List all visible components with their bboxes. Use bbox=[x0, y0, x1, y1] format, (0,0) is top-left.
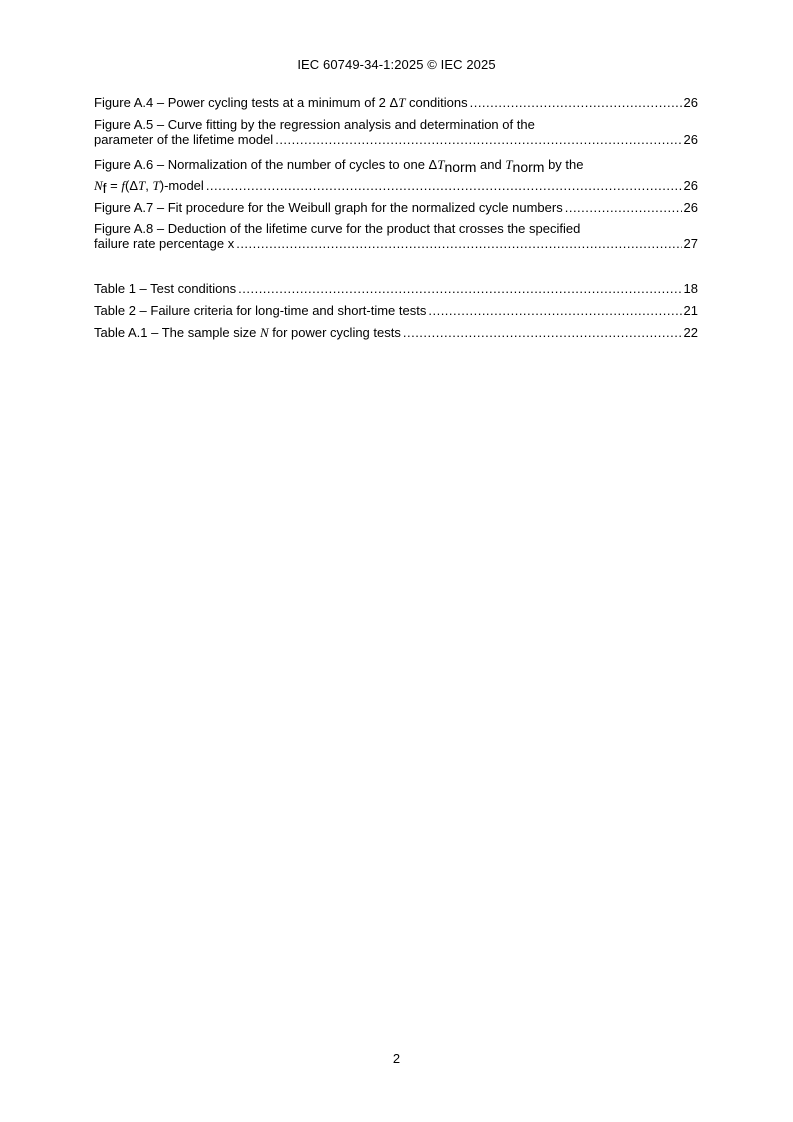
toc-page-number: 21 bbox=[683, 303, 698, 318]
dot-leader bbox=[565, 200, 682, 215]
toc-page-number: 18 bbox=[683, 281, 698, 296]
dot-leader bbox=[238, 281, 681, 296]
dot-leader bbox=[470, 95, 682, 110]
toc-entry-title: Figure A.7 – Fit procedure for the Weibull graph for the normalized cycle numbers bbox=[94, 200, 563, 215]
toc-page-number: 22 bbox=[683, 325, 698, 340]
toc-entry-title: Figure A.4 – Power cycling tests at a minimum of 2 ΔT conditions bbox=[94, 95, 468, 110]
toc-page-number: 26 bbox=[683, 132, 698, 147]
dot-leader bbox=[236, 236, 681, 251]
toc-entry-table-a1[interactable] bbox=[94, 325, 698, 340]
toc-entry-title: Table 2 – Failure criteria for long-time and short-time tests bbox=[94, 303, 427, 318]
toc-entry-title: Table 1 – Test conditions bbox=[94, 281, 237, 296]
toc-entry-title-line1: Figure A.8 – Deduction of the lifetime curve for the product that crosses the specified bbox=[94, 221, 581, 236]
toc-entry-figure-a4[interactable] bbox=[94, 95, 698, 110]
toc-entry-figure-a5[interactable] bbox=[94, 117, 698, 147]
toc-page-number: 26 bbox=[683, 200, 698, 215]
toc-page-number: 27 bbox=[683, 236, 698, 251]
dot-leader bbox=[206, 176, 682, 196]
toc-entry-figure-a8[interactable] bbox=[94, 221, 698, 251]
toc-page-number: 26 bbox=[683, 95, 698, 110]
toc-entry-title-line2: parameter of the lifetime model bbox=[94, 132, 274, 147]
toc-entry-figure-a7[interactable] bbox=[94, 200, 698, 215]
dot-leader bbox=[428, 303, 681, 318]
page-number-footer: 2 bbox=[392, 1051, 401, 1066]
toc-entry-table-2[interactable] bbox=[94, 303, 698, 318]
toc-page-number: 26 bbox=[683, 178, 698, 193]
toc-entry-title-line2: failure rate percentage x bbox=[94, 236, 235, 251]
toc-entry-figure-a6[interactable] bbox=[94, 154, 698, 196]
toc-entry-title-line2: Nf = f(ΔT, T)-model bbox=[94, 178, 204, 196]
toc-entry-title: Table A.1 – The sample size N for power cycling tests bbox=[94, 325, 401, 340]
dot-leader bbox=[403, 325, 682, 340]
document-header: IEC 60749-34-1:2025 © IEC 2025 bbox=[297, 57, 496, 72]
toc-entry-title-line1: Figure A.6 – Normalization of the number of cycles to one ΔTnorm and Tnorm by the bbox=[94, 157, 584, 175]
toc-entry-table-1[interactable] bbox=[94, 281, 698, 296]
dot-leader bbox=[275, 132, 681, 147]
toc-entry-title-line1: Figure A.5 – Curve fitting by the regression analysis and determination of the bbox=[94, 117, 535, 132]
